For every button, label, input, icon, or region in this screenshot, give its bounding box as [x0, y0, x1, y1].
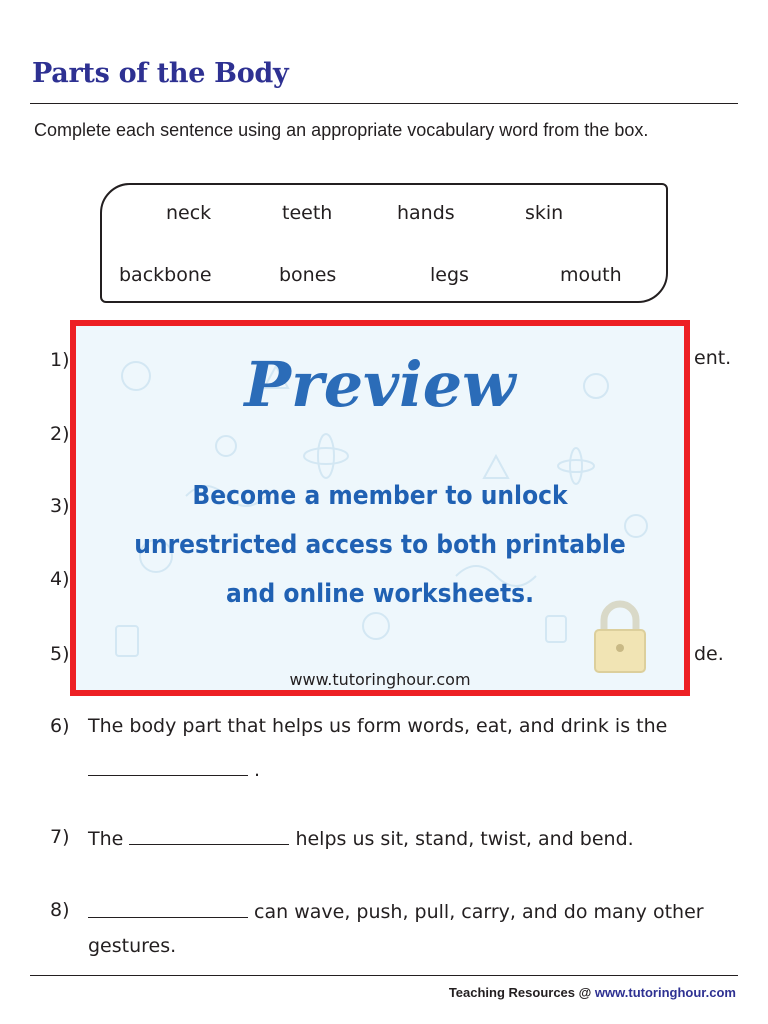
question-6-period: .: [254, 759, 261, 781]
word-bank-item: backbone: [119, 264, 212, 286]
page-title: Parts of the Body: [32, 58, 289, 89]
answer-blank[interactable]: [129, 824, 289, 845]
word-bank-item: teeth: [282, 202, 333, 224]
membership-line: and online worksheets.: [226, 579, 534, 609]
word-bank-item: bones: [279, 264, 337, 286]
question-8-after: can wave, push, pull, carry, and do many other: [254, 901, 704, 923]
membership-line: Become a member to unlock: [192, 481, 568, 511]
question-5-fragment: de.: [694, 643, 724, 665]
membership-message: [106, 472, 653, 619]
lock-icon: [591, 598, 649, 674]
question-number: 8): [50, 899, 70, 921]
answer-blank[interactable]: [88, 897, 248, 918]
word-bank: [100, 183, 668, 303]
question-6-line2: [88, 755, 260, 781]
membership-line: unrestricted access to both printable: [134, 530, 626, 560]
question-1-fragment: ent.: [694, 347, 732, 369]
footer-link[interactable]: www.tutoringhour.com: [594, 985, 736, 1000]
question-7-before: The: [88, 828, 124, 850]
word-bank-item: neck: [166, 202, 212, 224]
preview-heading: Preview: [244, 348, 516, 421]
footer-divider: [30, 975, 738, 976]
word-bank-item: hands: [397, 202, 455, 224]
question-text: The body part that helps us form words, eat, and drink is the: [88, 715, 668, 737]
instructions: Complete each sentence using an appropriate vocabulary word from the box.: [34, 120, 649, 140]
question-number: 3): [50, 495, 70, 517]
question-number: 2): [50, 423, 70, 445]
footer-prefix: Teaching Resources @: [448, 985, 592, 1000]
footer: [449, 985, 736, 1000]
question-8-line2: gestures.: [88, 935, 177, 957]
question-number: 5): [50, 643, 70, 665]
title-divider: [30, 103, 738, 104]
question-7-after: helps us sit, stand, twist, and bend.: [295, 828, 634, 850]
word-bank-item: mouth: [560, 264, 622, 286]
question-number: 7): [50, 826, 70, 848]
overlay-site-link[interactable]: www.tutoringhour.com: [289, 670, 471, 689]
word-bank-item: skin: [525, 202, 564, 224]
answer-blank[interactable]: [88, 755, 248, 776]
preview-overlay: [70, 320, 690, 696]
question-number: 1): [50, 349, 70, 371]
question-number: 4): [50, 568, 70, 590]
word-bank-item: legs: [430, 264, 469, 286]
question-number: 6): [50, 715, 70, 737]
